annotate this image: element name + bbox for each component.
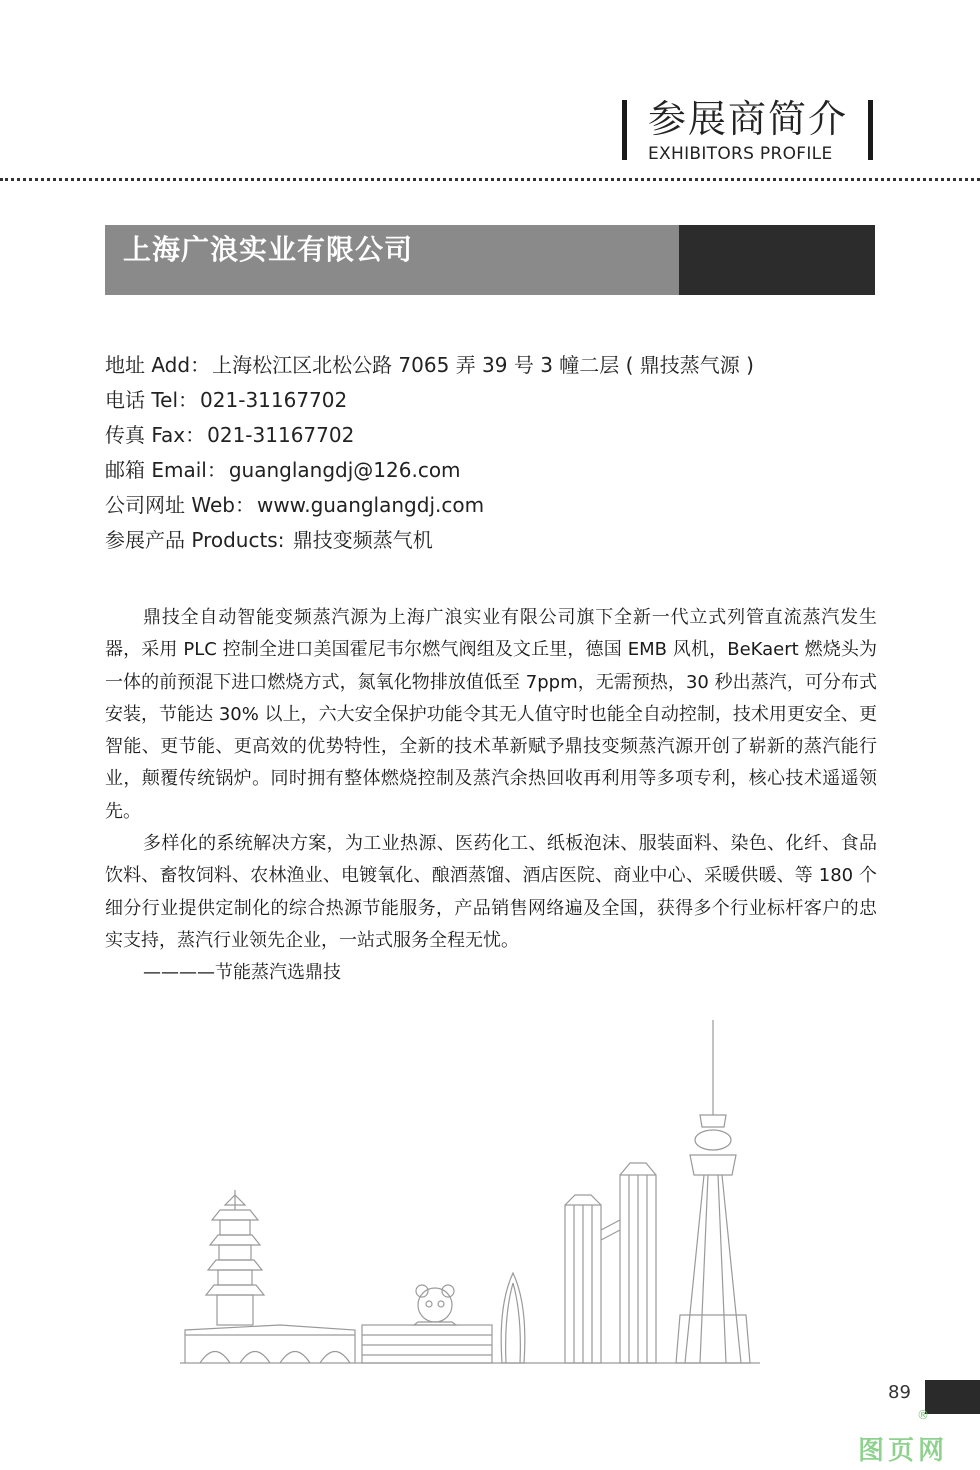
- page-tab-block: [925, 1380, 980, 1414]
- company-description: [105, 602, 877, 990]
- contact-tel: [105, 383, 885, 418]
- watermark-logo: 图页网: [858, 1436, 949, 1466]
- description-paragraph: 鼎技全自动智能变频蒸汽源为上海广浪实业有限公司旗下全新一代立式列管直流蒸汽发生器，采用 PLC 控制全进口美国霍尼韦尔燃气阀组及文丘里，德国 EMB 风机，BeKaert 燃烧头为一体的前预混下进口燃烧方式，氮氧化物排放值低至 7ppm，无需预热，30 秒出蒸汽，可分布式安装，节能达 30% 以上，六大安全保护功能令其无人值守时也能全自动控制，技术用更安全、更智能、更节能、更高效的优势特性，全新的技术革新赋予鼎技变频蒸汽源开创了崭新的蒸汽能行业，颠覆传统锅炉。同时拥有整体燃烧控制及蒸汽余热回收再利用等多项专利，核心技术遥遥领先。: [105, 607, 877, 822]
- contact-fax: [105, 418, 885, 453]
- panda-building-drawing: [362, 1285, 492, 1363]
- contact-label: 邮箱 Email：: [105, 458, 227, 482]
- contact-info: [105, 348, 885, 558]
- curved-tower-drawing: [501, 1273, 525, 1363]
- section-header: [620, 96, 880, 166]
- pagoda-drawing: [185, 1190, 355, 1363]
- page-number: 89: [888, 1382, 911, 1403]
- contact-label: 电话 Tel：: [105, 388, 199, 412]
- company-name: 上海广浪实业有限公司: [123, 233, 414, 266]
- contact-email: [105, 453, 885, 488]
- contact-value: www.guanglangdj.com: [256, 493, 485, 517]
- contact-web: [105, 488, 885, 523]
- contact-value: 鼎技变频蒸气机: [292, 528, 433, 552]
- tv-tower-drawing: [676, 1020, 750, 1363]
- twin-towers-drawing: [565, 1163, 656, 1363]
- registered-mark: ®: [917, 1408, 929, 1422]
- contact-address: [105, 348, 885, 383]
- company-banner: [105, 225, 875, 295]
- header-right-bar: [868, 100, 873, 160]
- slogan: ————节能蒸汽选鼎技: [143, 962, 341, 984]
- contact-value: 021-31167702: [200, 388, 348, 412]
- contact-label: 参展产品 Products:: [105, 528, 291, 552]
- contact-label: 地址 Add：: [105, 353, 211, 377]
- contact-value: 上海松江区北松公路 7065 弄 39 号 3 幢二层 ( 鼎技蒸气源 ): [212, 353, 754, 377]
- dotted-divider: [0, 178, 980, 181]
- contact-products: [105, 523, 885, 558]
- contact-label: 公司网址 Web：: [105, 493, 255, 517]
- section-title: 参展商简介: [648, 97, 849, 141]
- contact-value: guanglangdj@126.com: [228, 458, 461, 482]
- section-subtitle: EXHIBITORS PROFILE: [648, 144, 833, 164]
- description-paragraph: 多样化的系统解决方案，为工业热源、医药化工、纸板泡沫、服装面料、染色、化纤、食品饮料、畜牧饲料、农林渔业、电镀氧化、酿酒蒸馏、酒店医院、商业中心、采暖供暖、等 180 个细分行业提供定制化的综合热源节能服务，产品销售网络遍及全国，获得多个行业标杆客户的忠实支持，蒸汽行业领先企业，一站式服务全程无忧。: [105, 833, 877, 951]
- banner-dark-block: [679, 225, 875, 295]
- city-skyline-illustration: [180, 1015, 760, 1370]
- contact-label: 传真 Fax：: [105, 423, 206, 447]
- header-left-bar: [622, 100, 627, 160]
- contact-value: 021-31167702: [207, 423, 355, 447]
